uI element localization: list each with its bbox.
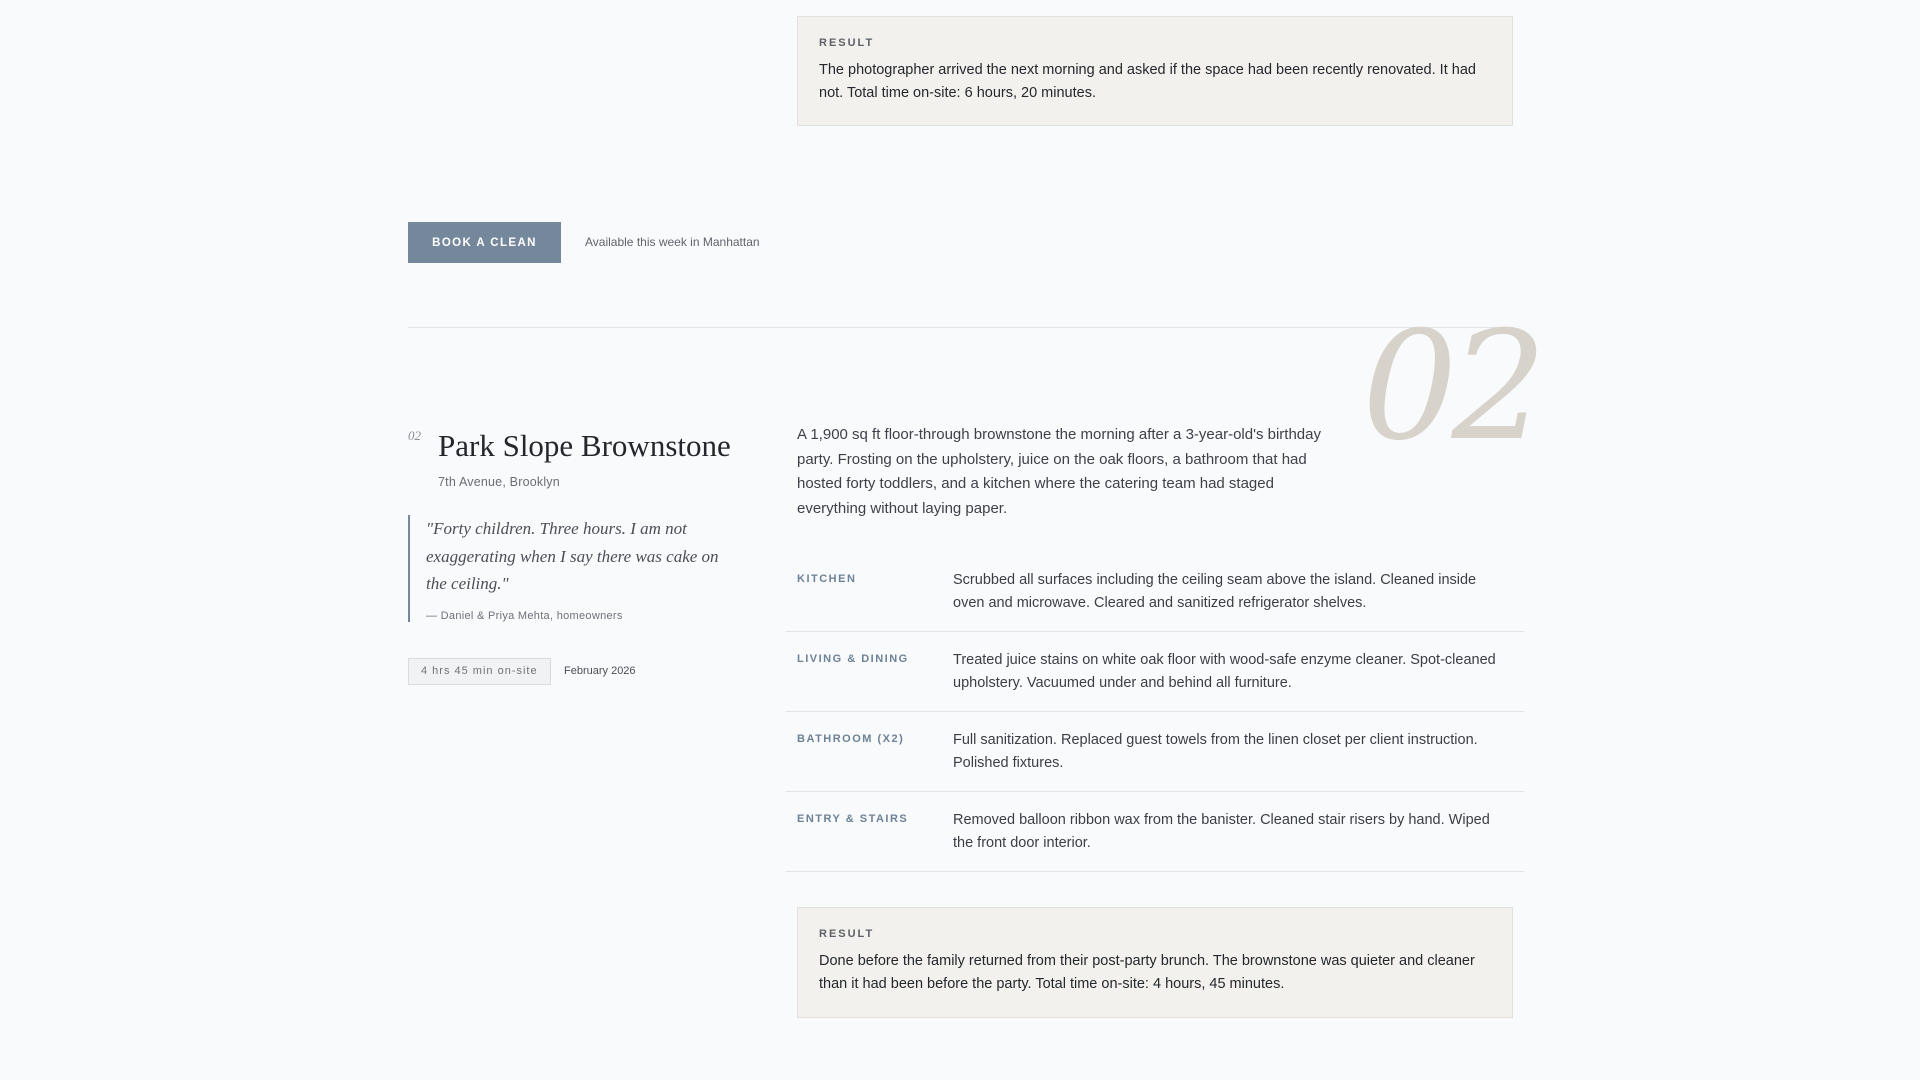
result-text: The photographer arrived the next morning and asked if the space had been recently renovated. It had not. Total time on-site: 6 hours, 20 minutes. [819, 62, 1476, 101]
project-title: Park Slope Brownstone [438, 428, 731, 463]
project-result-box [797, 907, 1513, 1018]
room-name: ENTRY & STAIRS [797, 813, 909, 825]
quote-text: "Forty children. Three hours. I am not exaggerating when I say there was cake on the ceiling." [426, 519, 719, 593]
project-location: 7th Avenue, Brooklyn [438, 475, 560, 489]
room-description: Full sanitization. Replaced guest towels from the linen closet per client instruction. Polished fixtures. [953, 732, 1478, 771]
room-description: Removed balloon ribbon wax from the banister. Cleaned stair risers by hand. Wiped the front door interior. [953, 812, 1490, 851]
list-item [785, 552, 1524, 632]
room-name: LIVING & DINING [797, 653, 909, 665]
project-date: February 2026 [564, 665, 636, 677]
time-on-site-badge: 4 hrs 45 min on-site [408, 658, 551, 685]
room-name: KITCHEN [797, 573, 857, 585]
quote-author: — Daniel & Priya Mehta, homeowners [426, 609, 623, 622]
result-label: RESULT [819, 37, 875, 49]
result-label: RESULT [819, 928, 875, 940]
project-intro: A 1,900 sq ft floor-through brownstone the morning after a 3-year-old's birthday party. Frosting on the upholstery, juice on the oak floors, a bathroom that had hosted forty toddlers, and a kitchen where the catering team had staged everything without laying paper. [797, 426, 1321, 517]
list-item [785, 632, 1524, 712]
project-number-large: 02 [1362, 300, 1541, 474]
room-description: Scrubbed all surfaces including the ceiling seam above the island. Cleaned inside oven and microwave. Cleared and sanitized refrigerator shelves. [953, 572, 1477, 611]
list-item [785, 712, 1524, 792]
section-divider [408, 327, 1513, 328]
result-text: Done before the family returned from their post-party brunch. The brownstone was quieter and cleaner than it had been before the party. Total time on-site: 4 hours, 45 minutes. [819, 953, 1475, 992]
client-quote [408, 515, 728, 622]
room-name: BATHROOM (X2) [797, 733, 905, 745]
book-a-clean-button[interactable]: BOOK A CLEAN [408, 222, 561, 263]
project-number-small: 02 [408, 428, 421, 443]
previous-result-box [797, 16, 1513, 126]
list-item [785, 792, 1524, 872]
room-list [785, 552, 1524, 872]
room-description: Treated juice stains on white oak floor with wood-safe enzyme cleaner. Spot-cleaned upholstery. Vacuumed under and behind all furniture. [953, 652, 1496, 691]
availability-note: Available this week in Manhattan [585, 235, 760, 249]
